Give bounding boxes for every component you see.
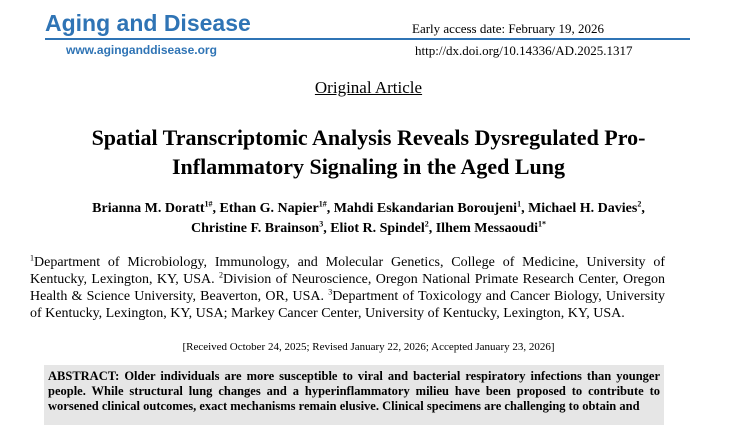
author-separator: ,	[212, 201, 220, 216]
affiliation-text: Department of Microbiology, Immunology, and Molecular Genetics, College of Medicine, University of Kentucky, Lexington, KY, USA.	[30, 255, 665, 287]
author-separator: ,	[521, 201, 529, 216]
submission-dates: [Received October 24, 2025; Revised January 22, 2026; Accepted January 23, 2026]	[182, 341, 555, 353]
author-affiliation-mark: 1#	[204, 199, 213, 209]
author-name: Ilhem Messaoudi	[435, 221, 539, 236]
article-type	[0, 78, 737, 98]
affiliation-text: Department of Toxicology and Cancer Biology, University of Kentucky, Lexington, KY, USA; Markey Cancer Center, University of Kentucky, Lexington, KY, USA.	[30, 289, 665, 321]
author-affiliation-mark: 2	[424, 219, 429, 229]
doi-link[interactable]: http://dx.doi.org/10.14336/AD.2025.1317	[415, 43, 633, 58]
affiliation-number: 1	[30, 253, 34, 263]
abstract-text: Older individuals are more susceptible to viral and bacterial respiratory infections than younger people. While structural lung changes and a hyperinflammatory milieu have been proposed to contribute to worsened clinical outcomes, exact mechanisms remain elusive. Clinical specimens are challenging to obtain and	[48, 369, 660, 413]
header-divider	[45, 38, 690, 40]
author	[220, 201, 334, 216]
affiliation-number: 2	[219, 270, 224, 280]
early-access-date: Early access date: February 19, 2026	[412, 21, 605, 36]
author-separator: ,	[323, 221, 331, 236]
author-list	[30, 199, 707, 239]
author-affiliation-mark: 1#	[318, 199, 327, 209]
author	[436, 221, 546, 236]
author-name: Brianna M. Doratt	[92, 201, 205, 216]
affiliation-number: 3	[328, 287, 333, 297]
author	[330, 221, 436, 236]
journal-url[interactable]: www.aginganddisease.org	[66, 43, 217, 57]
author-affiliation-mark: 2	[637, 199, 642, 209]
author	[92, 201, 219, 216]
author	[334, 201, 528, 216]
abstract-label: ABSTRACT:	[48, 369, 120, 383]
author	[528, 201, 645, 216]
author-separator: ,	[641, 201, 645, 216]
journal-name: Aging and Disease	[45, 10, 251, 36]
affiliation-text: Division of Neuroscience, Oregon National Primate Research Center, Oregon Health & Science University, Beaverton, OR, USA.	[30, 272, 665, 304]
author-name: Christine F. Brainson	[190, 221, 320, 236]
author-separator: ,	[428, 221, 436, 236]
author-name: Mahdi Eskandarian Boroujeni	[333, 201, 518, 216]
affiliations	[30, 254, 665, 322]
author-name: Ethan G. Napier	[219, 201, 319, 216]
article-title: Spatial Transcriptomic Analysis Reveals Dysregulated Pro-Inflammatory Signaling in the Aged Lung	[91, 125, 646, 179]
article-type-label: Original Article	[314, 78, 423, 97]
author-affiliation-mark: 1	[517, 199, 522, 209]
author-affiliation-mark: 3	[319, 219, 324, 229]
author-name: Michael H. Davies	[528, 201, 638, 216]
abstract-box	[44, 365, 664, 425]
author-affiliation-mark: 1*	[538, 219, 547, 229]
author-name: Eliot R. Spindel	[330, 221, 425, 236]
author-separator: ,	[326, 201, 334, 216]
author	[191, 221, 330, 236]
